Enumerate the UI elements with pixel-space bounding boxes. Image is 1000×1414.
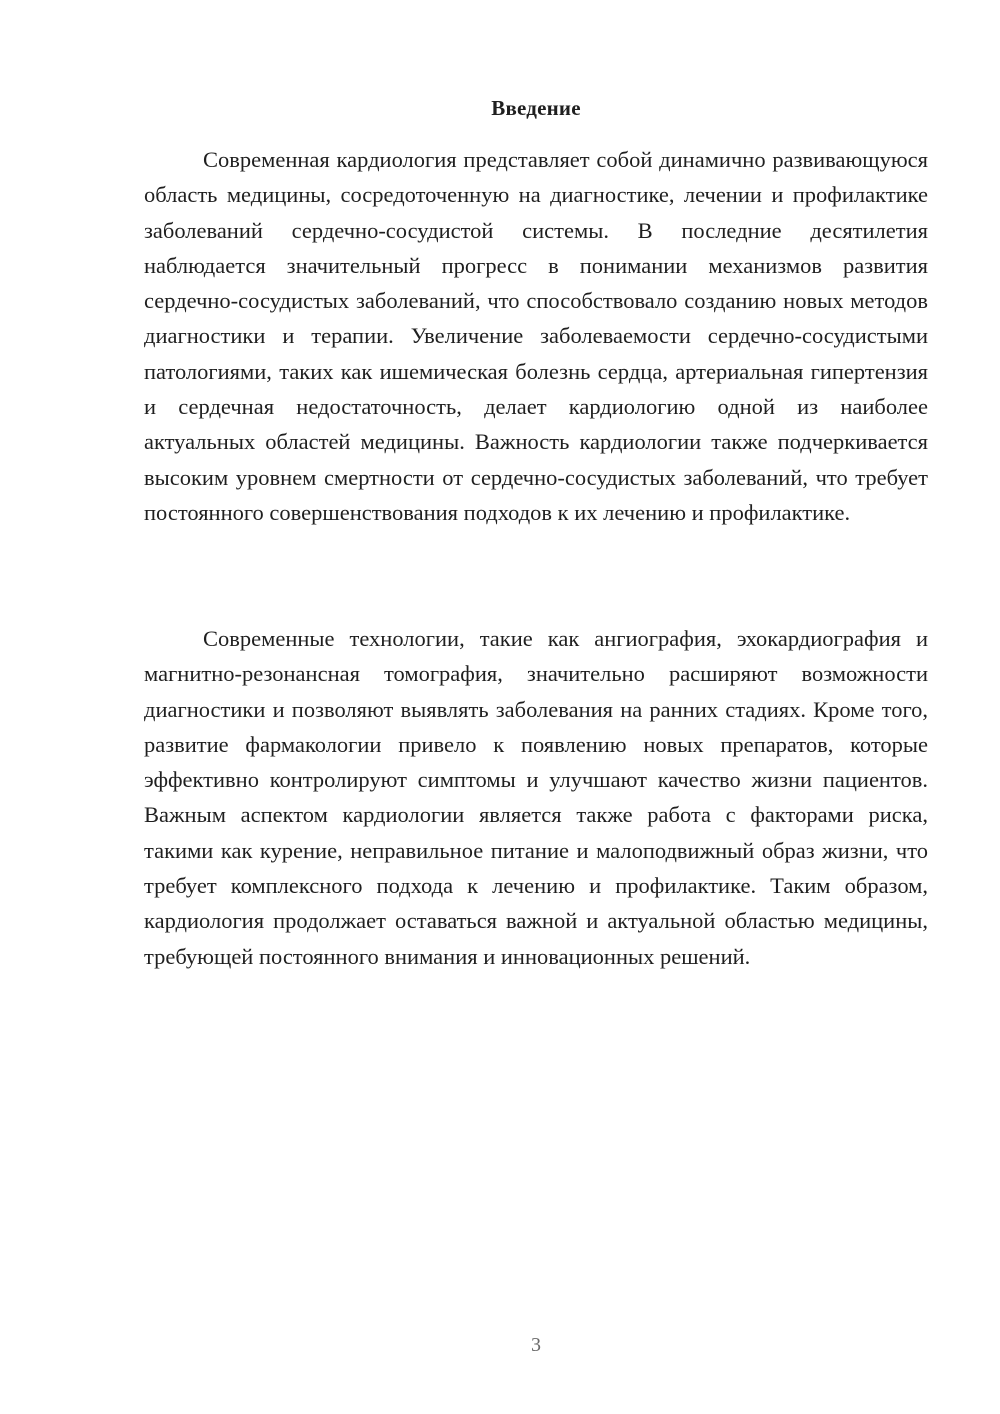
body-paragraph-1: Современная кардиология представляет собой динамично развивающуюся область медицины, сосредоточенную на диагностике, лечении и профилактике заболеваний сердечно-сосудистой системы. В последние десятилетия наблюдается значительный прогресс в понимании механизмов развития сердечно-сосудистых заболеваний, что способствовало созданию новых методов диагностики и терапии. Увеличение заболеваемости сердечно-сосудистыми патологиями, таких как ишемическая болезнь сердца, артериальная гипертензия и сердечная недостаточность, делает кардиологию одной из наиболее актуальных областей медицины. Важность кардиологии также подчеркивается высоким уровнем смертности от сердечно-сосудистых заболеваний, что требует постоянного совершенствования подходов к их лечению и профилактике. [144,147,928,525]
page-number: 3 [531,1334,541,1356]
section-heading: Введение [491,96,581,120]
body-paragraph-2: Современные технологии, такие как ангиография, эхокардиография и магнитно-резонансная томография, значительно расширяют возможности диагностики и позволяют выявлять заболевания на ранних стадиях. Кроме того, развитие фармакологии привело к появлению новых препаратов, которые эффективно контролируют симптомы и улучшают качество жизни пациентов. Важным аспектом кардиологии является также работа с факторами риска, такими как курение, неправильное питание и малоподвижный образ жизни, что требует комплексного подхода к лечению и профилактике. Таким образом, кардиология продолжает оставаться важной и актуальной областью медицины, требующей постоянного внимания и инновационных решений. [144,626,928,969]
